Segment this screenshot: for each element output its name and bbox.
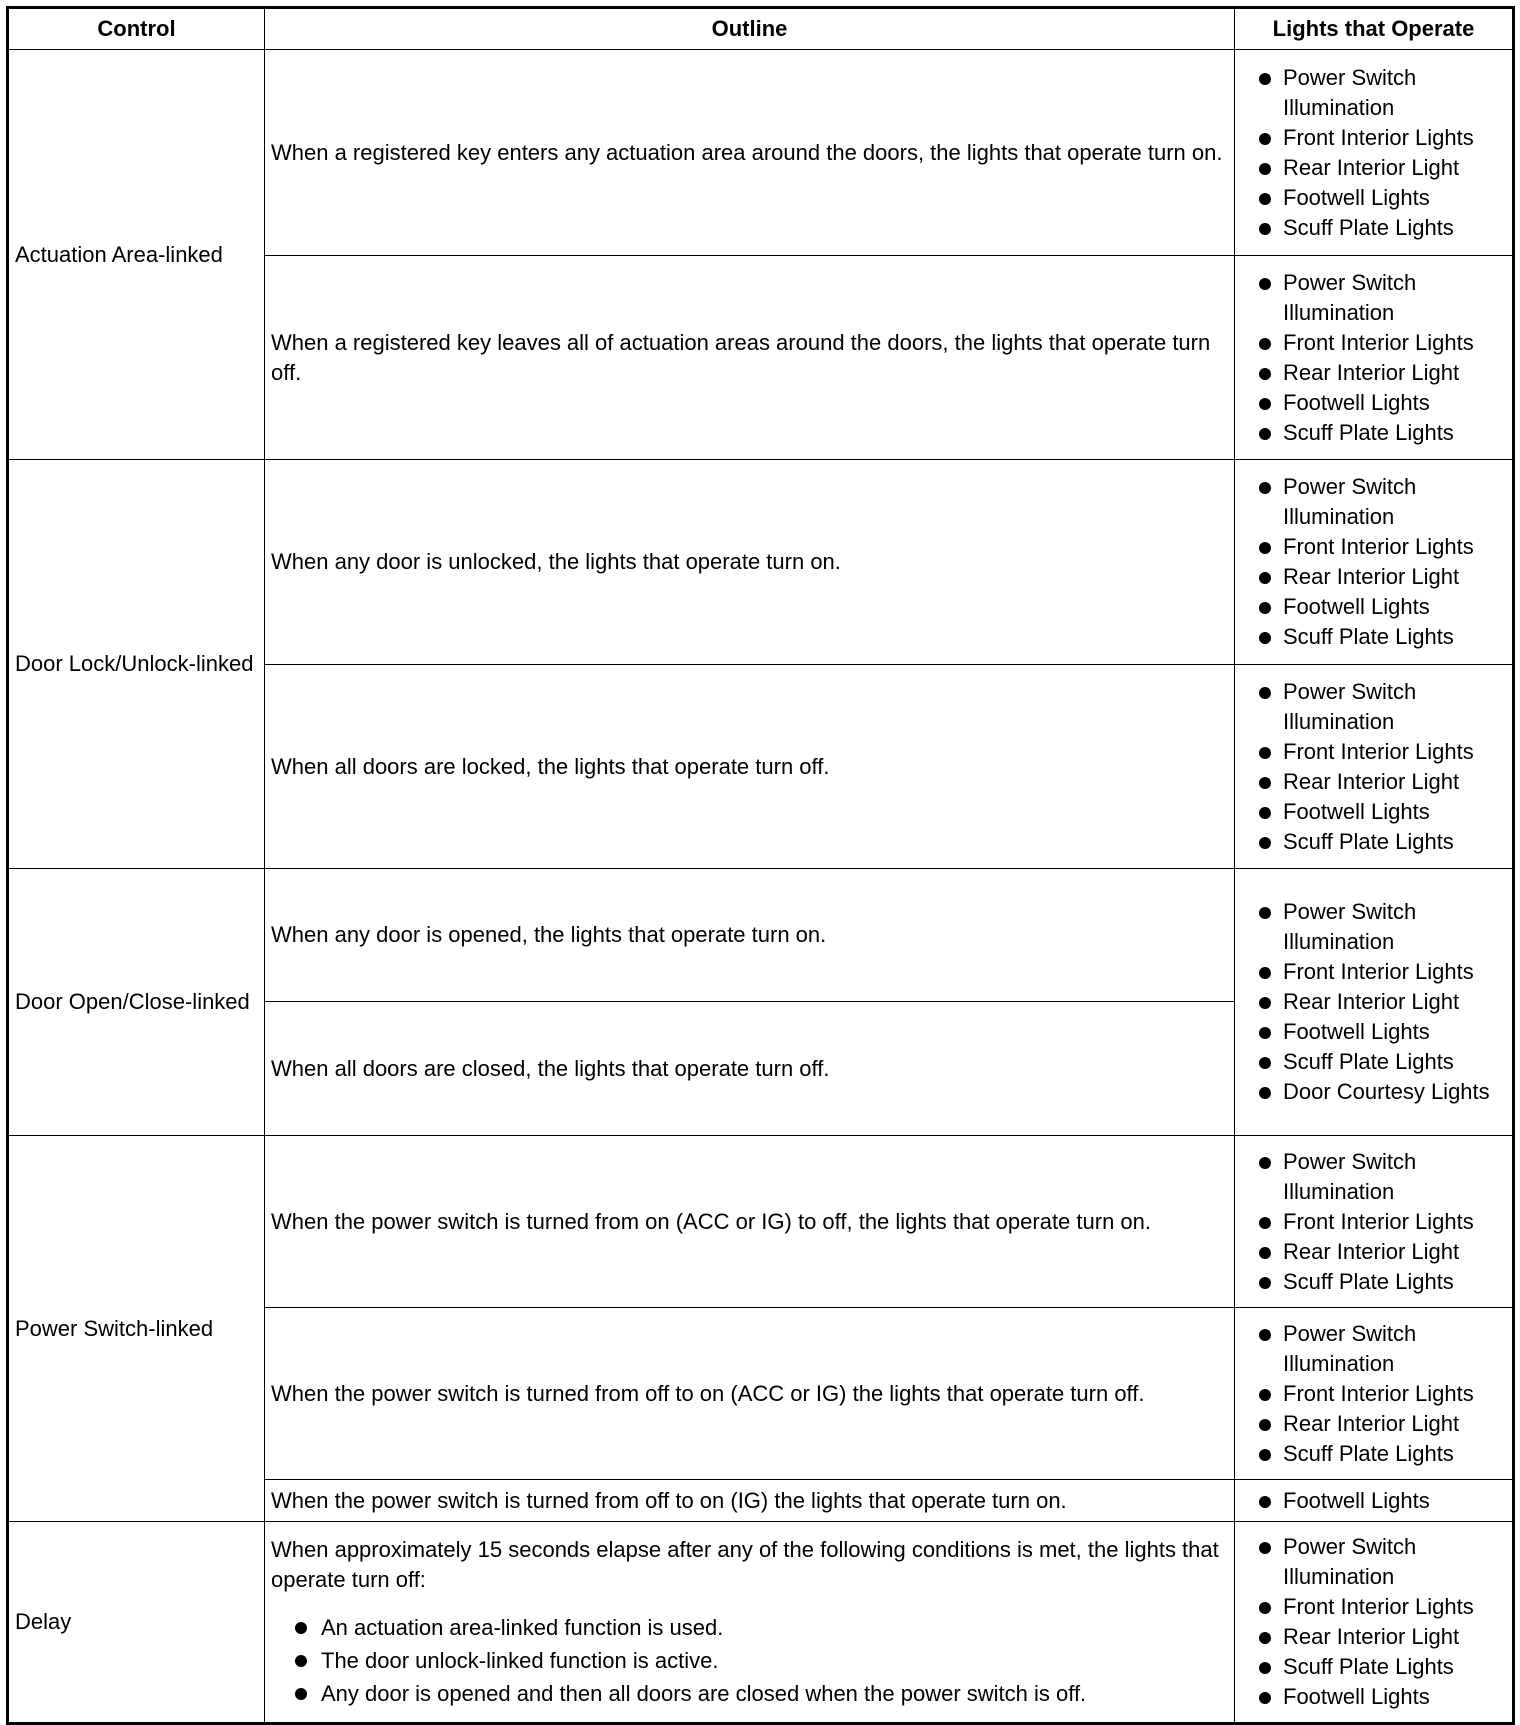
light-item — [1249, 1592, 1508, 1622]
light-item — [1249, 1237, 1508, 1267]
bullet-icon — [1259, 1247, 1271, 1259]
light-name: Front Interior Lights — [1283, 959, 1474, 984]
light-item — [1249, 957, 1508, 987]
bullet-icon — [1259, 1087, 1271, 1099]
light-name: Footwell Lights — [1283, 798, 1430, 824]
light-name: Scuff Plate Lights — [1283, 624, 1454, 649]
lights-cell — [1235, 1480, 1514, 1522]
light-item — [1249, 1532, 1508, 1592]
bullet-icon — [1259, 837, 1271, 849]
bullet-icon — [1259, 1602, 1271, 1614]
table-row — [8, 460, 1514, 665]
bullet-icon — [1259, 777, 1271, 789]
light-item — [1249, 1207, 1508, 1237]
bullet-icon — [1259, 632, 1271, 644]
light-item — [1249, 987, 1508, 1017]
light-name: Footwell Lights — [1283, 1684, 1430, 1709]
light-name: Power Switch Illumination — [1283, 64, 1417, 120]
bullet-icon — [1259, 163, 1271, 175]
condition-item — [271, 1644, 1228, 1677]
light-name: Rear Interior Light — [1283, 1410, 1460, 1436]
bullet-icon — [1259, 1542, 1271, 1554]
header-row — [8, 8, 1514, 50]
lights-cell — [1235, 869, 1514, 1136]
light-name: Rear Interior Light — [1283, 768, 1460, 794]
light-name: Power Switch Illumination — [1283, 1534, 1417, 1589]
bullet-icon — [1259, 73, 1271, 85]
outline-cell: When all doors are closed, the lights that operate turn off. — [265, 1002, 1235, 1136]
light-name: Scuff Plate Lights — [1283, 828, 1454, 854]
light-item — [1249, 328, 1508, 358]
bullet-icon — [295, 1655, 307, 1667]
bullet-icon — [1259, 133, 1271, 145]
light-item — [1249, 562, 1508, 592]
control-delay: Delay — [8, 1522, 265, 1724]
table-row — [8, 50, 1514, 256]
light-item — [1249, 532, 1508, 562]
light-item — [1249, 418, 1508, 448]
bullet-icon — [1259, 338, 1271, 350]
condition-item — [271, 1611, 1228, 1644]
light-name: Front Interior Lights — [1283, 329, 1474, 355]
light-item — [1249, 897, 1508, 957]
header-outline: Outline — [265, 8, 1235, 50]
bullet-icon — [1259, 278, 1271, 290]
light-item — [1249, 1409, 1508, 1439]
bullet-icon — [1259, 1419, 1271, 1431]
light-name: Scuff Plate Lights — [1283, 1654, 1454, 1679]
header-lights: Lights that Operate — [1235, 8, 1514, 50]
light-name: Front Interior Lights — [1283, 534, 1474, 559]
light-item — [1249, 677, 1508, 737]
delay-intro: When approximately 15 seconds elapse after any of the following conditions is met, the lights that operate turn off: — [271, 1536, 1219, 1592]
light-name: Footwell Lights — [1283, 594, 1430, 619]
outline-cell: When a registered key enters any actuation area around the doors, the lights that operate turn on. — [265, 50, 1235, 256]
condition-text: Any door is opened and then all doors are closed when the power switch is off. — [321, 1680, 1087, 1706]
bullet-icon — [1259, 223, 1271, 235]
light-item — [1249, 268, 1508, 328]
bullet-icon — [1259, 1692, 1271, 1704]
light-name: Rear Interior Light — [1283, 564, 1460, 589]
light-item — [1249, 123, 1508, 153]
light-item — [1249, 1439, 1508, 1469]
light-name: Front Interior Lights — [1283, 124, 1474, 150]
outline-cell: When any door is unlocked, the lights that operate turn on. — [265, 460, 1235, 665]
light-item — [1249, 1682, 1508, 1712]
bullet-icon — [1259, 1389, 1271, 1401]
bullet-icon — [1259, 602, 1271, 614]
light-name: Rear Interior Light — [1283, 154, 1460, 180]
light-item — [1249, 1267, 1508, 1297]
light-name: Scuff Plate Lights — [1283, 214, 1454, 240]
condition-item — [271, 1677, 1228, 1710]
light-name: Rear Interior Light — [1283, 989, 1460, 1014]
bullet-icon — [1259, 428, 1271, 440]
outline-cell — [265, 1522, 1235, 1724]
lights-cell — [1235, 460, 1514, 665]
bullet-icon — [1259, 1329, 1271, 1341]
delay-conditions — [271, 1611, 1228, 1710]
light-item — [1249, 63, 1508, 123]
light-item — [1249, 827, 1508, 857]
outline-cell: When a registered key leaves all of actuation areas around the doors, the lights that operate turn off. — [265, 256, 1235, 460]
control-power-switch: Power Switch-linked — [8, 1136, 265, 1522]
light-item — [1249, 1319, 1508, 1379]
table-row — [8, 1522, 1514, 1724]
table-row — [8, 1136, 1514, 1308]
light-name: Footwell Lights — [1283, 389, 1430, 415]
bullet-icon — [1259, 572, 1271, 584]
control-door-open: Door Open/Close-linked — [8, 869, 265, 1136]
lights-cell — [1235, 1136, 1514, 1308]
bullet-icon — [1259, 1217, 1271, 1229]
bullet-icon — [1259, 997, 1271, 1009]
control-door-lock: Door Lock/Unlock-linked — [8, 460, 265, 869]
lights-cell — [1235, 50, 1514, 256]
light-item — [1249, 153, 1508, 183]
light-name: Scuff Plate Lights — [1283, 1049, 1454, 1074]
light-name: Rear Interior Light — [1283, 1238, 1460, 1264]
light-name: Rear Interior Light — [1283, 359, 1460, 385]
lights-cell — [1235, 1308, 1514, 1480]
light-name: Scuff Plate Lights — [1283, 419, 1454, 445]
header-control: Control — [8, 8, 265, 50]
bullet-icon — [1259, 747, 1271, 759]
outline-cell: When the power switch is turned from off to on (ACC or IG) the lights that operate turn off. — [265, 1308, 1235, 1480]
light-name: Scuff Plate Lights — [1283, 1268, 1454, 1294]
condition-text: An actuation area-linked function is used. — [321, 1614, 724, 1640]
light-name: Footwell Lights — [1283, 184, 1430, 210]
bullet-icon — [1259, 1277, 1271, 1289]
light-name: Power Switch Illumination — [1283, 899, 1417, 954]
light-name: Power Switch Illumination — [1283, 474, 1417, 529]
light-item — [1249, 797, 1508, 827]
light-item — [1249, 183, 1508, 213]
bullet-icon — [1259, 1027, 1271, 1039]
light-item — [1249, 388, 1508, 418]
light-name: Front Interior Lights — [1283, 738, 1474, 764]
light-name: Front Interior Lights — [1283, 1380, 1474, 1406]
light-name: Power Switch Illumination — [1283, 1320, 1417, 1376]
light-item — [1249, 622, 1508, 652]
table-row — [8, 869, 1514, 1002]
lights-cell — [1235, 256, 1514, 460]
bullet-icon — [1259, 193, 1271, 205]
light-item — [1249, 1379, 1508, 1409]
bullet-icon — [1259, 1157, 1271, 1169]
light-item — [1249, 1017, 1508, 1047]
bullet-icon — [1259, 368, 1271, 380]
light-item — [1249, 767, 1508, 797]
light-name: Scuff Plate Lights — [1283, 1440, 1454, 1466]
bullet-icon — [1259, 807, 1271, 819]
outline-cell: When the power switch is turned from off to on (IG) the lights that operate turn on. — [265, 1480, 1235, 1522]
bullet-icon — [1259, 542, 1271, 554]
outline-cell: When any door is opened, the lights that operate turn on. — [265, 869, 1235, 1002]
condition-text: The door unlock-linked function is active. — [321, 1647, 719, 1673]
light-name: Rear Interior Light — [1283, 1624, 1460, 1649]
bullet-icon — [1259, 1662, 1271, 1674]
light-item — [1249, 1486, 1508, 1516]
outline-cell: When the power switch is turned from on (ACC or IG) to off, the lights that operate turn on. — [265, 1136, 1235, 1308]
bullet-icon — [1259, 482, 1271, 494]
light-item — [1249, 737, 1508, 767]
outline-cell: When all doors are locked, the lights that operate turn off. — [265, 665, 1235, 869]
light-item — [1249, 1622, 1508, 1652]
bullet-icon — [1259, 398, 1271, 410]
bullet-icon — [1259, 1449, 1271, 1461]
bullet-icon — [1259, 1632, 1271, 1644]
light-name: Power Switch Illumination — [1283, 1148, 1417, 1204]
light-item — [1249, 213, 1508, 243]
bullet-icon — [1259, 967, 1271, 979]
bullet-icon — [295, 1622, 307, 1634]
lights-cell — [1235, 665, 1514, 869]
bullet-icon — [1259, 687, 1271, 699]
light-name: Footwell Lights — [1283, 1487, 1430, 1513]
light-name: Footwell Lights — [1283, 1019, 1430, 1044]
lights-cell — [1235, 1522, 1514, 1724]
bullet-icon — [295, 1688, 307, 1700]
lighting-control-table — [6, 6, 1515, 1725]
light-name: Door Courtesy Lights — [1283, 1079, 1490, 1104]
light-item — [1249, 1147, 1508, 1207]
bullet-icon — [1259, 907, 1271, 919]
bullet-icon — [1259, 1496, 1271, 1508]
light-name: Front Interior Lights — [1283, 1208, 1474, 1234]
control-actuation-area: Actuation Area-linked — [8, 50, 265, 460]
light-item — [1249, 1652, 1508, 1682]
light-name: Front Interior Lights — [1283, 1594, 1474, 1619]
light-item — [1249, 592, 1508, 622]
light-name: Power Switch Illumination — [1283, 269, 1417, 325]
light-item — [1249, 358, 1508, 388]
light-item — [1249, 1047, 1508, 1077]
light-item — [1249, 1077, 1508, 1107]
bullet-icon — [1259, 1057, 1271, 1069]
light-name: Power Switch Illumination — [1283, 678, 1417, 734]
light-item — [1249, 472, 1508, 532]
